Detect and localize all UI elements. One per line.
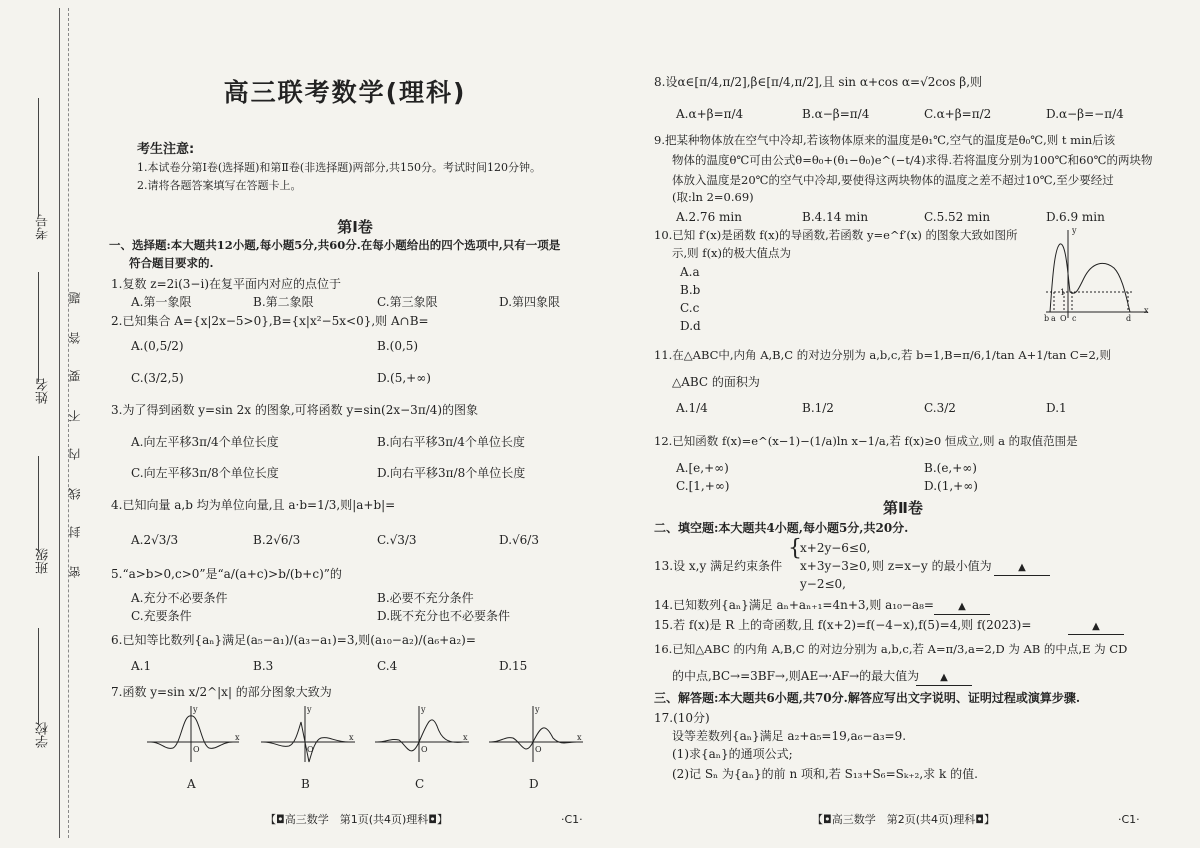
school-line [38, 628, 39, 724]
svg-text:O: O [307, 745, 314, 754]
question-9-line: 体放入温度是20℃的空气中冷却,要使得这两块物体的温度之差不超过10℃,至少要经过 [672, 173, 1114, 187]
question-13-constraint: x+3y−3≥0, [800, 559, 871, 573]
question-4-option-b: B.2√6/3 [253, 533, 301, 547]
svg-text:y: y [535, 705, 540, 714]
question-10-option-c: C.c [680, 301, 700, 315]
question-9-option-c: C.5.52 min [924, 210, 991, 224]
notice-line: 2.请将各题答案填写在答题卡上。 [137, 179, 302, 192]
part-3-heading: 三、解答题:本大题共6小题,共70分.解答应写出文字说明、证明过程或演算步骤. [654, 691, 1081, 705]
margin-line [59, 8, 60, 838]
seal-char: 线 [68, 488, 82, 500]
svg-text:x: x [463, 733, 468, 742]
page-2 [648, 0, 1158, 848]
question-5-stem: 5.“a>b>0,c>0”是“a/(a+c)>b/(b+c)”的 [111, 567, 342, 581]
part-2-heading: 二、填空题:本大题共4小题,每小题5分,共20分. [654, 521, 909, 535]
binding-margin [0, 0, 100, 848]
question-5-option-d: D.既不充分也不必要条件 [377, 609, 511, 623]
answer-triangle: ▲ [916, 671, 972, 686]
label-name: 姓名 [36, 378, 51, 404]
seal-char: 题 [68, 292, 82, 304]
question-6-option-b: B.3 [253, 659, 274, 673]
page-1-footer: 【◘高三数学 第1页(共4页)理科◘】 [265, 813, 448, 826]
question-13-brace: { [788, 536, 802, 561]
question-10-option-b: B.b [680, 283, 701, 297]
question-13-constraint: y−2≤0, [800, 577, 846, 591]
seal-char: 答 [68, 332, 82, 344]
question-6-option-d: D.15 [499, 659, 528, 673]
question-17-line: 设等差数列{aₙ}满足 a₂+a₅=19,a₆−a₃=9. [672, 729, 907, 743]
question-10-graph [1042, 226, 1152, 322]
question-13-prefix: 13.设 x,y 满足约束条件 [654, 559, 783, 573]
question-10-option-d: D.d [680, 319, 701, 333]
question-3-option-c: C.向左平移3π/8个单位长度 [131, 466, 279, 480]
question-10-graph-x-label: x [1144, 306, 1149, 315]
svg-text:y: y [193, 705, 198, 714]
question-13-constraint: x+2y−6≤0, [800, 541, 871, 555]
svg-text:x: x [577, 733, 582, 742]
seal-char: 封 [68, 526, 82, 538]
part-1-heading: 一、选择题:本大题共12小题,每小题5分,共60分.在每小题给出的四个选项中,只有一项是 [109, 238, 561, 252]
question-11-option-a: A.1/4 [676, 401, 708, 415]
question-15-answer-blank[interactable] [1068, 617, 1124, 635]
question-6-option-c: C.4 [377, 659, 398, 673]
page-1 [105, 0, 605, 848]
question-8-option-c: C.α+β=π/2 [924, 107, 992, 121]
question-14-stem: 14.已知数列{aₙ}满足 aₙ+aₙ₊₁=4n+3,则 a₁₀−a₈= [654, 598, 934, 612]
margin-dashed-line [68, 8, 69, 838]
name-line [38, 272, 39, 382]
question-10-graph-d-label: d [1126, 314, 1132, 323]
question-3-option-b: B.向右平移3π/4个单位长度 [377, 435, 525, 449]
question-5-option-c: C.充要条件 [131, 609, 192, 623]
question-3-option-d: D.向右平移3π/8个单位长度 [377, 466, 526, 480]
question-10-line: 示,则 f(x)的极大值点为 [672, 246, 792, 260]
question-7-graph-c-label: C [415, 777, 425, 791]
exam-title: 高三联考数学(理科) [223, 78, 467, 107]
svg-text:O: O [193, 745, 200, 754]
question-11-option-c: C.3/2 [924, 401, 956, 415]
label-exam-number: 考号 [36, 214, 51, 240]
seal-char: 内 [68, 448, 82, 460]
question-1-option-d: D.第四象限 [499, 295, 561, 309]
part-1-heading-cont: 符合题目要求的. [129, 256, 214, 270]
section-2-title: 第Ⅱ卷 [883, 499, 923, 517]
question-2-option-a: A.(0,5/2) [131, 339, 184, 353]
question-2-option-d: D.(5,+∞) [377, 371, 431, 385]
question-7-graph-a-label: A [187, 777, 196, 791]
question-7-stem: 7.函数 y=sin x/2^|x| 的部分图象大致为 [111, 685, 332, 699]
question-5-option-a: A.充分不必要条件 [131, 591, 228, 605]
question-12-option-a: A.[e,+∞) [676, 461, 729, 475]
question-17-line: (2)记 Sₙ 为{aₙ}的前 n 项和,若 S₁₃+S₆=Sₖ₊₂,求 k 的值. [672, 767, 978, 781]
question-14-answer-blank[interactable] [934, 597, 990, 615]
label-school: 学校 [36, 722, 51, 748]
question-17-line: 17.(10分) [654, 711, 710, 725]
question-10-graph-b-label: b [1044, 314, 1050, 323]
svg-text:x: x [235, 733, 240, 742]
question-2-option-b: B.(0,5) [377, 339, 419, 353]
question-10-option-a: A.a [680, 265, 700, 279]
page-1-code: ·C1· [561, 813, 583, 826]
question-11-stem: 11.在△ABC中,内角 A,B,C 的对边分别为 a,b,c,若 b=1,B=π/6,1/tan A+1/tan C=2,则 [654, 348, 1111, 362]
question-10-graph-c-label: c [1072, 314, 1077, 323]
question-16-stem: 16.已知△ABC 的内角 A,B,C 的对边分别为 a,b,c,若 A=π/3,a=2,D 为 AB 的中点,E 为 CD [654, 642, 1128, 656]
question-12-stem: 12.已知函数 f(x)=e^(x−1)−(1/a)ln x−1/a,若 f(x)≥0 恒成立,则 a 的取值范围是 [654, 434, 1078, 448]
question-12-option-c: C.[1,+∞) [676, 479, 730, 493]
question-4-option-c: C.√3/3 [377, 533, 417, 547]
question-10-graph-origin-label: O [1060, 314, 1067, 323]
question-15-stem: 15.若 f(x)是 R 上的奇函数,且 f(x+2)=f(−4−x),f(5)=4,则 f(2023)= [654, 618, 1032, 632]
question-9-line: 物体的温度θ℃可由公式θ=θ₀+(θ₁−θ₀)e^(−t/4)求得.若将温度分别为100℃和60℃的两块物 [672, 153, 1153, 167]
question-10-graph-1-label: 1 [1060, 288, 1066, 297]
question-1-option-c: C.第三象限 [377, 295, 438, 309]
svg-text:x: x [349, 733, 354, 742]
question-3-option-a: A.向左平移3π/4个单位长度 [131, 435, 279, 449]
question-4-option-a: A.2√3/3 [131, 533, 179, 547]
question-16-stem-cont: 的中点,BC→=3BF→,则AE→·AF→的最大值为 [672, 669, 920, 683]
question-8-option-b: B.α−β=π/4 [802, 107, 870, 121]
seal-char: 密 [68, 566, 82, 578]
question-11-option-d: D.1 [1046, 401, 1067, 415]
svg-text:y: y [421, 705, 426, 714]
question-8-option-a: A.α+β=π/4 [676, 107, 744, 121]
question-8-option-d: D.α−β=−π/4 [1046, 107, 1124, 121]
question-13-suffix: 则 z=x−y 的最小值为 [872, 559, 992, 573]
question-12-option-b: B.(e,+∞) [924, 461, 977, 475]
question-4-stem: 4.已知向量 a,b 均为单位向量,且 a·b=1/3,则|a+b|= [111, 498, 396, 512]
class-line [38, 456, 39, 552]
page-2-footer: 【◘高三数学 第2页(共4页)理科◘】 [812, 813, 995, 826]
question-1-option-a: A.第一象限 [131, 295, 192, 309]
question-6-stem: 6.已知等比数列{aₙ}满足(a₅−a₁)/(a₃−a₁)=3,则(a₁₀−a₂)/(a₆+a₂)= [111, 633, 476, 647]
question-9-line: 9.把某种物体放在空气中冷却,若该物体原来的温度是θ₁℃,空气的温度是θ₀℃,则 t min后该 [654, 133, 1116, 147]
question-8-stem: 8.设α∈[π/4,π/2],β∈[π/4,π/2],且 sin α+cos α=√2cos β,则 [654, 75, 983, 89]
question-17-line: (1)求{aₙ}的通项公式; [672, 747, 793, 761]
question-1-stem: 1.复数 z=2i(3−i)在复平面内对应的点位于 [111, 277, 342, 291]
svg-text:y: y [307, 705, 312, 714]
question-16-answer-blank[interactable] [916, 668, 972, 686]
question-11-option-b: B.1/2 [802, 401, 834, 415]
question-4-option-d: D.√6/3 [499, 533, 539, 547]
page-2-code: ·C1· [1118, 813, 1140, 826]
answer-triangle: ▲ [994, 561, 1050, 576]
question-9-option-d: D.6.9 min [1046, 210, 1105, 224]
question-5-option-b: B.必要不充分条件 [377, 591, 474, 605]
question-10-graph-y-label: y [1072, 226, 1077, 235]
answer-triangle: ▲ [1068, 620, 1124, 635]
section-1-title: 第Ⅰ卷 [337, 218, 373, 236]
question-1-option-b: B.第二象限 [253, 295, 314, 309]
notice-title: 考生注意: [137, 142, 195, 157]
question-11-stem-cont: △ABC 的面积为 [672, 375, 760, 389]
question-2-option-c: C.(3/2,5) [131, 371, 184, 385]
question-10-line: 10.已知 f′(x)是函数 f(x)的导函数,若函数 y=e^f′(x) 的图象大致如图所 [654, 228, 1018, 242]
question-13-answer-blank[interactable] [994, 558, 1050, 576]
question-12-option-d: D.(1,+∞) [924, 479, 978, 493]
question-9-option-b: B.4.14 min [802, 210, 869, 224]
exam-number-line [38, 98, 39, 216]
svg-text:O: O [421, 745, 428, 754]
question-10-graph-a-label: a [1051, 314, 1056, 323]
svg-text:O: O [535, 745, 542, 754]
question-3-stem: 3.为了得到函数 y=sin 2x 的图象,可将函数 y=sin(2x−3π/4)的图象 [111, 403, 479, 417]
question-9-option-a: A.2.76 min [676, 210, 742, 224]
question-2-stem: 2.已知集合 A={x|2x−5>0},B={x|x²−5x<0},则 A∩B= [111, 314, 429, 328]
question-7-graph-b-label: B [301, 777, 310, 791]
notice-line: 1.本试卷分第Ⅰ卷(选择题)和第Ⅱ卷(非选择题)两部分,共150分。考试时间120分钟。 [137, 161, 541, 174]
seal-char: 要 [68, 370, 82, 382]
seal-char: 不 [68, 410, 82, 422]
question-6-option-a: A.1 [131, 659, 152, 673]
question-7-graph-d-label: D [529, 777, 539, 791]
question-9-line: (取:ln 2=0.69) [672, 190, 754, 204]
answer-triangle: ▲ [934, 600, 990, 615]
label-class: 班级 [36, 548, 51, 574]
